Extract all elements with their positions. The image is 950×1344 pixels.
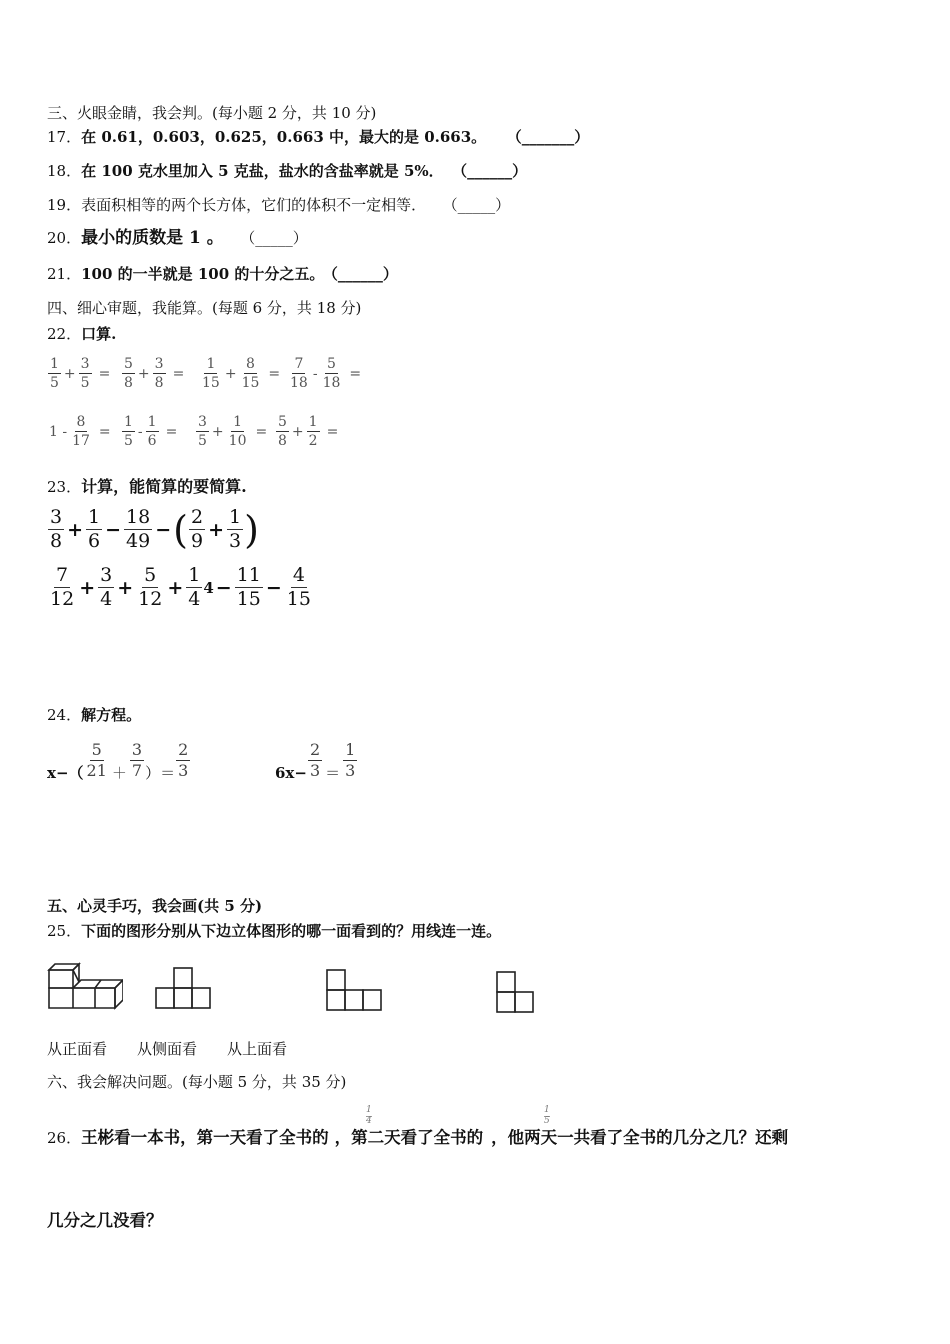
oral-expr-4: $\frac{7}{18}$ - $\frac{5}{18}$ = (290, 356, 362, 391)
question-18: 18．在 100 克水里加入 5 克盐，盐水的含盐率就是 5%． （______） (47, 162, 528, 180)
view-labels (47, 1039, 287, 1059)
small-fraction-2: $\frac{1}{5}$ (544, 1105, 550, 1126)
oral-row-2 (47, 415, 338, 448)
view-figure-2 (325, 968, 383, 1012)
section-4-title: 四、细心审题，我能算。(每题 6 分，共 18 分) (47, 299, 362, 317)
question-21: 21．100 的一半就是 100 的十分之五。 （______） (47, 265, 398, 283)
equation-2: 6x− $\frac{2}{3}$ ＝ $\frac{1}{3}$ (275, 740, 356, 782)
section-6-title: 六、我会解决问题。(每小题 5 分，共 35 分) (47, 1073, 347, 1091)
question-26: 26．王彬看一本书，第一天看了全书的 ，第二天看了全书的 ，他两天一共看了全书的几分之几？还剩 (47, 1128, 789, 1147)
question-22: 22．口算. (47, 325, 117, 343)
answer-blank[interactable]: （______） (459, 162, 528, 180)
solid-figure-diagram (45, 958, 123, 1014)
oral-expr-3: $\frac{1}{15}$ + $\frac{8}{15}$ = (202, 356, 281, 391)
section-5-title: 五、心灵手巧，我会画(共 5 分) (47, 897, 263, 915)
oral-expr-2: $\frac{5}{8}$ + $\frac{3}{8}$ = (124, 356, 185, 391)
oral-expr-6: $\frac{1}{5}$ - $\frac{1}{6}$ = (124, 414, 178, 449)
answer-blank[interactable]: （_______） (514, 128, 590, 146)
oral-expr-5: 1 - $\frac{8}{17}$ = (49, 414, 111, 449)
question-25: 25．下面的图形分别从下边立体图形的哪一面看到的？用线连一连。 (47, 922, 502, 940)
oral-row-1 (47, 357, 361, 390)
view-label-side: 从侧面看 (137, 1040, 198, 1058)
calc-expression-1: $\frac{3}{8}$ + $\frac{1}{6}$ − $\frac{18}{49}$ − ( $\frac{2}{9}$ + $\frac{1}{3}$ ) (50, 506, 259, 552)
view-label-front: 从正面看 (47, 1040, 108, 1058)
oral-expr-1: $\frac{1}{5}$ + $\frac{3}{5}$ = (50, 356, 111, 391)
equation-1: x−（ $\frac{5}{21}$ ＋ $\frac{3}{7}$ ）＝ $\frac{2}{3}$ (47, 740, 189, 782)
answer-blank[interactable]: （______） (330, 265, 398, 283)
question-26-continued: 几分之几没看？ (47, 1211, 163, 1230)
question-24: 24．解方程。 (47, 706, 142, 724)
question-17: 17．在 0.61，0.603，0.625，0.663 中，最大的是 0.663。 （_______） (47, 128, 590, 146)
calc-expression-2: $\frac{7}{12}$ + $\frac{3}{4}$ + $\frac{5}{12}$ + $\frac{1}{4}$ 4 − $\frac{11}{15}$ − $\frac{4}{15}$ (50, 564, 311, 610)
small-fraction-1: $\frac{1}{4}$ (366, 1105, 372, 1126)
view-figure-3 (495, 970, 537, 1016)
question-20: 20．最小的质数是 1 。 （_____） (47, 228, 308, 248)
answer-blank[interactable]: （_____） (450, 196, 511, 214)
oral-expr-7: $\frac{3}{5}$ + $\frac{1}{10}$ = (198, 414, 268, 449)
section-3-title: 三、火眼金睛，我会判。(每小题 2 分，共 10 分) (47, 104, 377, 122)
oral-expr-8: $\frac{5}{8}$ + $\frac{1}{2}$ = (278, 414, 339, 449)
question-19: 19．表面积相等的两个长方体，它们的体积不一定相等． （_____） (47, 196, 511, 214)
view-label-top: 从上面看 (227, 1040, 288, 1058)
question-23: 23．计算，能简算的要简算. (47, 477, 247, 496)
view-figure-1 (154, 966, 212, 1010)
answer-blank[interactable]: （_____） (247, 229, 308, 247)
